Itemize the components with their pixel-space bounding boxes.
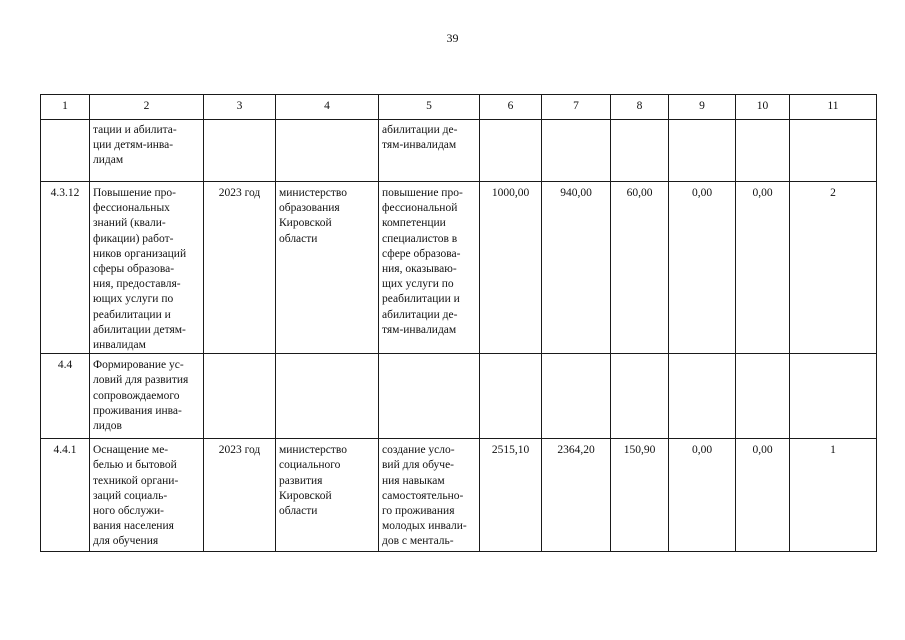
cell-executor xyxy=(276,354,379,439)
cell-measure-name: Повышение про- фессиональных знаний (квали- фикации) работ- ников организаций сферы образова- ния, предоставля- ющих услуги по реабилитации и абилитации детям- инвалидам xyxy=(90,182,204,354)
cell-item-number: 4.4.1 xyxy=(41,439,90,552)
cell-col9 xyxy=(669,120,736,182)
cell-col9: 0,00 xyxy=(669,182,736,354)
cell-expected-result xyxy=(379,354,480,439)
column-header: 4 xyxy=(276,95,379,120)
table-row xyxy=(41,439,877,552)
page-number: 39 xyxy=(446,31,459,45)
cell-col7 xyxy=(542,354,611,439)
cell-deadline xyxy=(204,354,276,439)
cell-executor xyxy=(276,120,379,182)
cell-col10 xyxy=(736,120,790,182)
cell-col6 xyxy=(480,120,542,182)
column-header: 8 xyxy=(611,95,669,120)
column-header: 6 xyxy=(480,95,542,120)
cell-col8: 150,90 xyxy=(611,439,669,552)
cell-col9 xyxy=(669,354,736,439)
cell-executor: министерство образования Кировской области xyxy=(276,182,379,354)
cell-expected-result: создание усло- вий для обуче- ния навыкам самостоятельно- го проживания молодых инвали- дов с менталь- xyxy=(379,439,480,552)
cell-measure-name: тации и абилита- ции детям-инва- лидам xyxy=(90,120,204,182)
column-header: 9 xyxy=(669,95,736,120)
table-row xyxy=(41,354,877,439)
column-header: 10 xyxy=(736,95,790,120)
program-table xyxy=(40,94,877,552)
cell-col10: 0,00 xyxy=(736,182,790,354)
cell-measure-name: Оснащение ме- белью и бытовой техникой органи- заций социаль- ного обслужи- вания населения для обучения xyxy=(90,439,204,552)
column-header: 5 xyxy=(379,95,480,120)
cell-col8 xyxy=(611,354,669,439)
table-header-row xyxy=(41,95,877,120)
column-header: 7 xyxy=(542,95,611,120)
cell-col7: 940,00 xyxy=(542,182,611,354)
cell-expected-result: абилитации де- тям-инвалидам xyxy=(379,120,480,182)
column-header: 11 xyxy=(790,95,877,120)
cell-col7: 2364,20 xyxy=(542,439,611,552)
cell-item-number: 4.4 xyxy=(41,354,90,439)
table-row xyxy=(41,182,877,354)
cell-col7 xyxy=(542,120,611,182)
cell-col8 xyxy=(611,120,669,182)
cell-item-number xyxy=(41,120,90,182)
column-header: 3 xyxy=(204,95,276,120)
cell-col10: 0,00 xyxy=(736,439,790,552)
cell-col11 xyxy=(790,120,877,182)
column-header: 1 xyxy=(41,95,90,120)
cell-measure-name: Формирование ус- ловий для развития сопровождаемого проживания инва- лидов xyxy=(90,354,204,439)
cell-deadline: 2023 год xyxy=(204,182,276,354)
cell-deadline xyxy=(204,120,276,182)
cell-col11: 1 xyxy=(790,439,877,552)
cell-col10 xyxy=(736,354,790,439)
column-header: 2 xyxy=(90,95,204,120)
cell-col11 xyxy=(790,354,877,439)
cell-col8: 60,00 xyxy=(611,182,669,354)
cell-col6: 2515,10 xyxy=(480,439,542,552)
cell-deadline: 2023 год xyxy=(204,439,276,552)
cell-executor: министерство социального развития Кировской области xyxy=(276,439,379,552)
cell-col6 xyxy=(480,354,542,439)
cell-item-number: 4.3.12 xyxy=(41,182,90,354)
cell-col11: 2 xyxy=(790,182,877,354)
cell-expected-result: повышение про- фессиональной компетенции специалистов в сфере образова- ния, оказываю- щих услуги по реабилитации и абилитации де- тям-инвалидам xyxy=(379,182,480,354)
table-row xyxy=(41,120,877,182)
cell-col6: 1000,00 xyxy=(480,182,542,354)
cell-col9: 0,00 xyxy=(669,439,736,552)
